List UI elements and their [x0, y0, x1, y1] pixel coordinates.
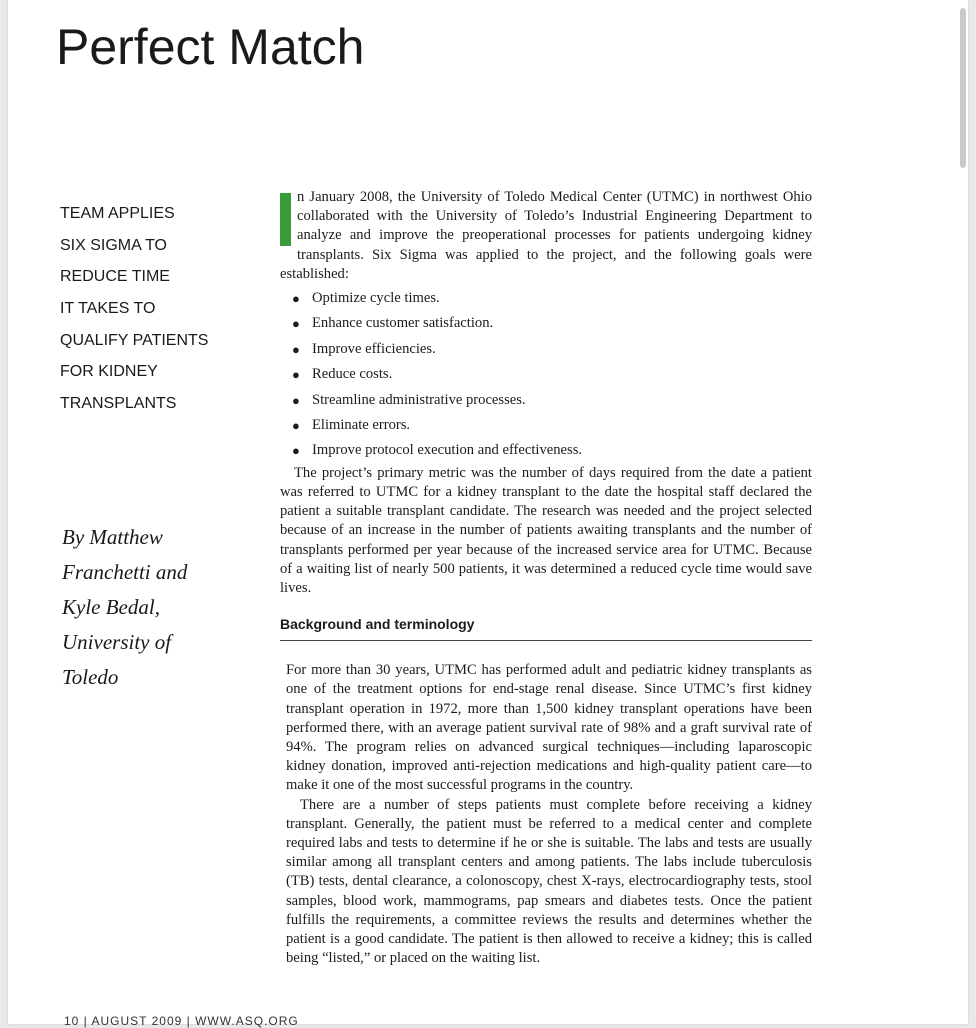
- byline-line: Franchetti and: [62, 560, 188, 584]
- background-paragraph-2: There are a number of steps patients must complete before receiving a kidney transplant. Generally, the patient must be referred to a medical center and complete required labs and tests to determine if he or she is suitable. The labs and tests are usually similar among all transplant centers and among patients. The labs include tuberculosis (TB) tests, dental clearance, a colonoscopy, chest X-rays, electrocardiography tests, stool samples, blood work, mammograms, pap smears and diabetes tests. Once the patient fulfills the requirements, a committee reviews the results and determines whether the patient is a good candidate. The patient is then allowed to receive a kidney; this is called being “listed,” or placed on the waiting list.: [286, 796, 812, 967]
- bullet-icon: ●: [292, 367, 300, 383]
- byline-line: By Matthew: [62, 525, 163, 549]
- goal-text: Reduce costs.: [312, 366, 393, 383]
- goal-item: [292, 311, 812, 336]
- metric-paragraph: The project’s primary metric was the number of days required from the date a patient was referred to UTMC for a kidney transplant to the date the hospital staff declared the patient a suitable transplant candidate. The research was needed and the project selected because of an increase in the number of patients awaiting transplants and the number of transplants performed per year because of the increased service area for UTMC. Because of a waiting list of nearly 500 patients, it was determined a reduced cycle time would save lives.: [280, 464, 812, 596]
- deck-line: SIX SIGMA TO: [60, 236, 167, 254]
- goal-text: Eliminate errors.: [312, 416, 411, 433]
- article-body: [280, 188, 812, 968]
- drop-cap-bar: [280, 193, 291, 246]
- deck-line: TEAM APPLIES: [60, 205, 175, 222]
- byline: [62, 520, 187, 695]
- bullet-icon: ●: [292, 417, 300, 433]
- page-footer: 10 | AUGUST 2009 | WWW.ASQ.ORG: [64, 1014, 299, 1028]
- goal-item: [292, 388, 812, 413]
- goals-list: [292, 286, 812, 464]
- deck-line: TRANSPLANTS: [60, 395, 177, 413]
- background-paragraph-1: For more than 30 years, UTMC has performed adult and pediatric kidney transplants as one of the treatment options for end-stage renal disease. Since UTMC’s first kidney transplant operation in 1972, more than 1,500 kidney transplant operations have been performed there, with an average patient survival rate of 98% and a graft survival rate of 94%. The program relies on advanced surgical techniques—including laparoscopic kidney donation, improved anti-rejection medications and high-quality patient care—to make it one of the most successful programs in the country.: [286, 662, 812, 794]
- goal-item: [292, 337, 812, 362]
- goal-item: [292, 362, 812, 387]
- background-section: [280, 661, 812, 968]
- intro-paragraph: n January 2008, the University of Toledo Medical Center (UTMC) in northwest Ohio collaborated with the University of Toledo’s Industrial Engineering Department to analyze and improve the preoperational processes for patients undergoing kidney transplants. Six Sigma was applied to the project, and the following goals were established:: [280, 189, 812, 282]
- scrollbar[interactable]: [960, 8, 966, 168]
- goal-item: [292, 438, 812, 463]
- bullet-icon: ●: [292, 291, 300, 307]
- deck-line: FOR KIDNEY: [60, 363, 158, 381]
- intro-block: [280, 188, 812, 284]
- bullet-icon: ●: [292, 341, 300, 357]
- goal-text: Improve protocol execution and effectiveness.: [312, 442, 583, 459]
- document-page: [8, 0, 968, 1028]
- goal-item: [292, 286, 812, 311]
- deck-line: IT TAKES TO: [60, 300, 156, 318]
- byline-line: Kyle Bedal,: [62, 595, 160, 619]
- goal-text: Streamline administrative processes.: [312, 391, 526, 408]
- bullet-icon: ●: [292, 443, 300, 459]
- deck-line: QUALIFY PATIENTS: [60, 331, 209, 349]
- bullet-icon: ●: [292, 392, 300, 408]
- goal-text: Optimize cycle times.: [312, 290, 440, 307]
- byline-line: University of: [62, 630, 172, 654]
- article-title: Perfect Match: [56, 19, 365, 75]
- section-heading: Background and terminology: [280, 616, 812, 641]
- goal-item: [292, 413, 812, 438]
- goal-text: Enhance customer satisfaction.: [312, 315, 494, 332]
- byline-line: Toledo: [62, 665, 119, 689]
- bullet-icon: ●: [292, 316, 300, 332]
- goal-text: Improve efficiencies.: [312, 340, 436, 357]
- deck-line: REDUCE TIME: [60, 268, 170, 286]
- article-deck: [60, 198, 208, 420]
